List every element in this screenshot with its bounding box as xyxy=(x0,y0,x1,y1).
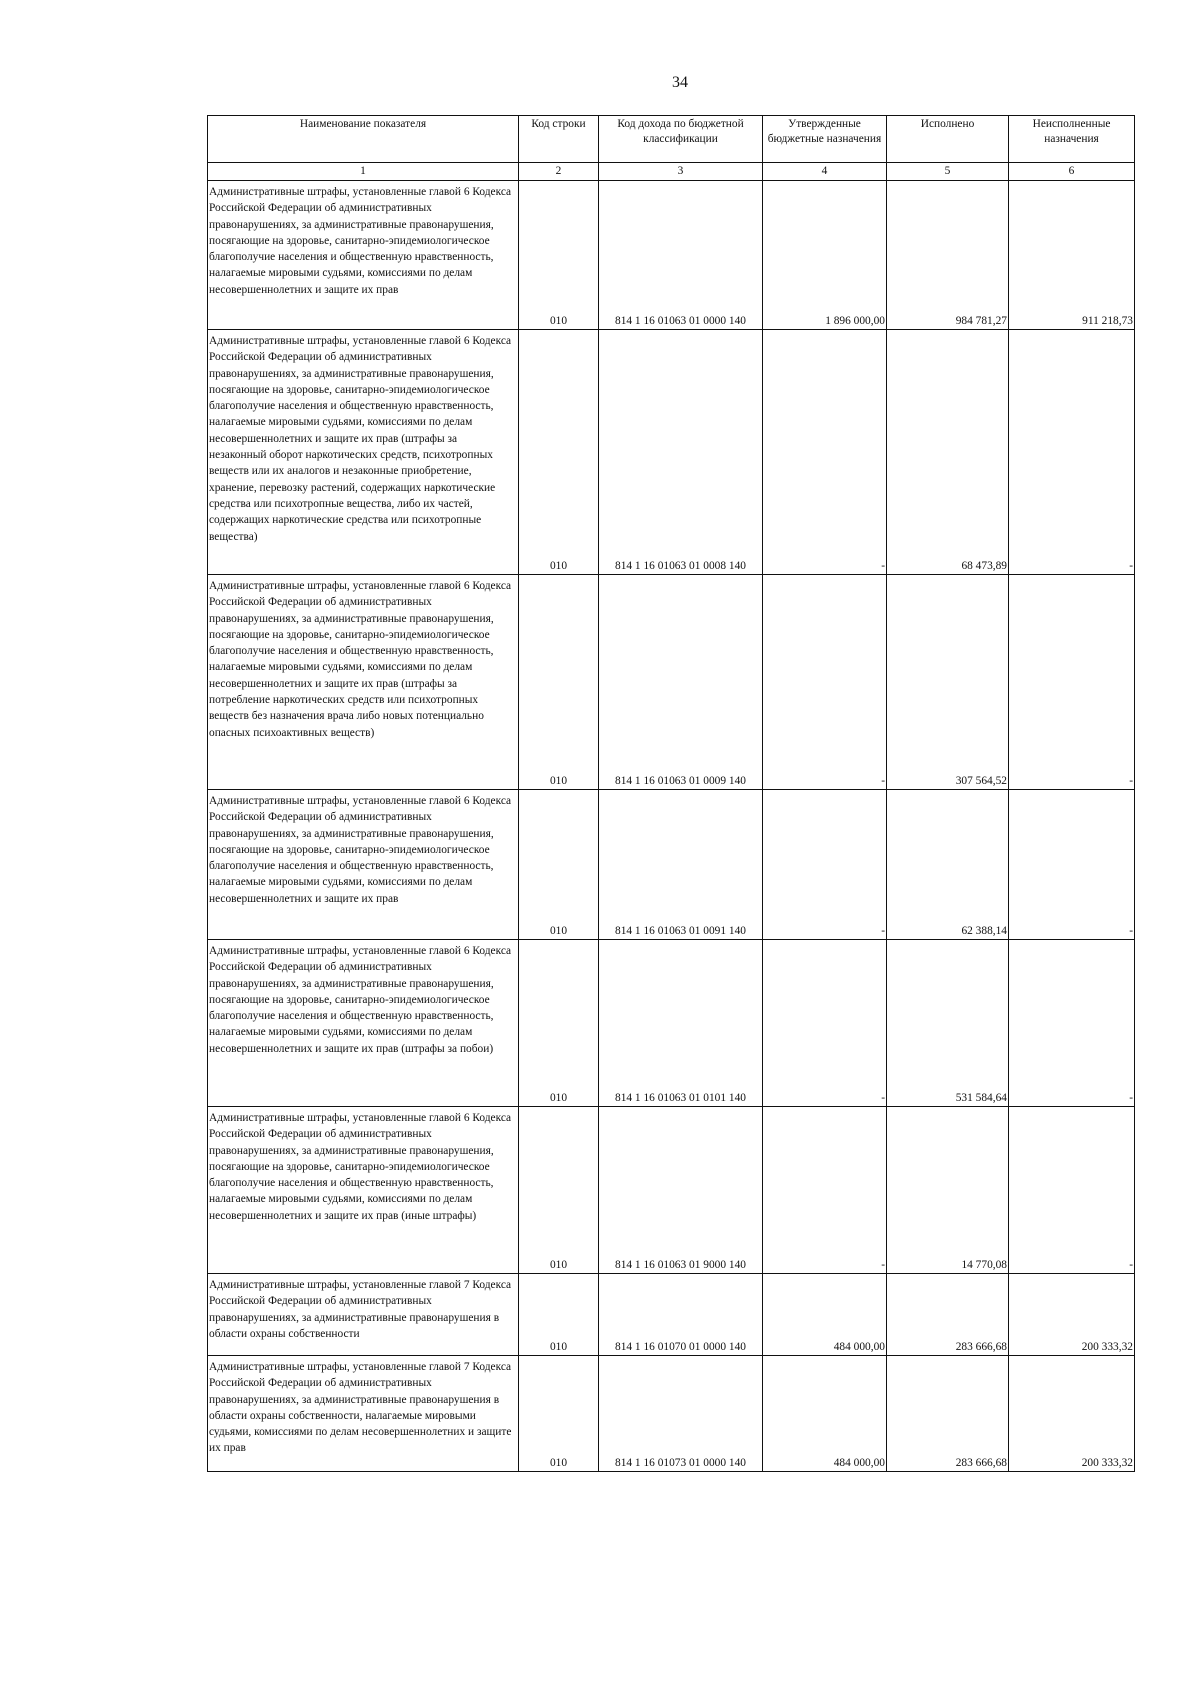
budget-classification-code: 814 1 16 01063 01 0008 140 xyxy=(599,330,763,575)
unexecuted-amount: - xyxy=(1009,940,1135,1107)
indicator-name: Административные штрафы, установленные главой 6 Кодекса Российской Федерации об административных правонарушениях, за административные правонарушения, посягающие на здоровье, санитарно-эпидемиологическое благополучие населения и общественную нравственность, налагаемые мировыми судьями, комиссиями по делам несовершеннолетних и защите их прав (штрафы за потребление наркотических средств или психотропных веществ без назначения врача либо новых потенциально опасных психоактивных веществ) xyxy=(208,575,519,790)
unexecuted-amount: - xyxy=(1009,1107,1135,1274)
table-row xyxy=(208,575,1135,790)
row-code: 010 xyxy=(519,940,599,1107)
row-code: 010 xyxy=(519,575,599,790)
indicator-name: Административные штрафы, установленные главой 6 Кодекса Российской Федерации об административных правонарушениях, за административные правонарушения, посягающие на здоровье, санитарно-эпидемиологическое благополучие населения и общественную нравственность, налагаемые мировыми судьями, комиссиями по делам несовершеннолетних и защите их прав (иные штрафы) xyxy=(208,1107,519,1274)
executed-amount: 531 584,64 xyxy=(887,940,1009,1107)
table-row xyxy=(208,1274,1135,1356)
budget-classification-code: 814 1 16 01063 01 0091 140 xyxy=(599,790,763,940)
column-header: Наименование показателя xyxy=(208,116,519,163)
budget-classification-code: 814 1 16 01063 01 0009 140 xyxy=(599,575,763,790)
executed-amount: 62 388,14 xyxy=(887,790,1009,940)
approved-amount: - xyxy=(763,790,887,940)
row-code: 010 xyxy=(519,1107,599,1274)
table-row xyxy=(208,790,1135,940)
unexecuted-amount: 200 333,32 xyxy=(1009,1356,1135,1472)
column-number: 4 xyxy=(763,163,887,181)
approved-amount: - xyxy=(763,940,887,1107)
row-code: 010 xyxy=(519,790,599,940)
budget-classification-code: 814 1 16 01073 01 0000 140 xyxy=(599,1356,763,1472)
page-number: 34 xyxy=(672,74,688,91)
executed-amount: 14 770,08 xyxy=(887,1107,1009,1274)
column-number: 2 xyxy=(519,163,599,181)
indicator-name: Административные штрафы, установленные главой 7 Кодекса Российской Федерации об административных правонарушениях, за административные правонарушения в области охраны собственности, налагаемые мировыми судьями, комиссиями по делам несовершеннолетних и защите их прав xyxy=(208,1356,519,1472)
table-row xyxy=(208,181,1135,330)
indicator-name: Административные штрафы, установленные главой 6 Кодекса Российской Федерации об административных правонарушениях, за административные правонарушения, посягающие на здоровье, санитарно-эпидемиологическое благополучие населения и общественную нравственность, налагаемые мировыми судьями, комиссиями по делам несовершеннолетних и защите их прав (штрафы за незаконный оборот наркотических средств, психотропных веществ или их аналогов и незаконные приобретение, хранение, перевозку растений, содержащих наркотические средства или психотропные вещества, либо их частей, содержащих наркотические средства или психотропные вещества) xyxy=(208,330,519,575)
row-code: 010 xyxy=(519,1356,599,1472)
column-number: 3 xyxy=(599,163,763,181)
row-code: 010 xyxy=(519,1274,599,1356)
column-header: Код строки xyxy=(519,116,599,163)
column-header: Код дохода по бюджетной классификации xyxy=(599,116,763,163)
indicator-name: Административные штрафы, установленные главой 6 Кодекса Российской Федерации об административных правонарушениях, за административные правонарушения, посягающие на здоровье, санитарно-эпидемиологическое благополучие населения и общественную нравственность, налагаемые мировыми судьями, комиссиями по делам несовершеннолетних и защите их прав xyxy=(208,181,519,330)
row-code: 010 xyxy=(519,330,599,575)
approved-amount: 1 896 000,00 xyxy=(763,181,887,330)
column-header: Утвержденные бюджетные назначения xyxy=(763,116,887,163)
executed-amount: 984 781,27 xyxy=(887,181,1009,330)
column-number-row xyxy=(208,163,1135,181)
column-header: Неисполненные назначения xyxy=(1009,116,1135,163)
approved-amount: - xyxy=(763,330,887,575)
approved-amount: - xyxy=(763,1107,887,1274)
table-row xyxy=(208,330,1135,575)
approved-amount: 484 000,00 xyxy=(763,1356,887,1472)
unexecuted-amount: - xyxy=(1009,330,1135,575)
column-number: 6 xyxy=(1009,163,1135,181)
approved-amount: - xyxy=(763,575,887,790)
column-number: 5 xyxy=(887,163,1009,181)
unexecuted-amount: - xyxy=(1009,575,1135,790)
table-row xyxy=(208,940,1135,1107)
table-row xyxy=(208,1107,1135,1274)
indicator-name: Административные штрафы, установленные главой 6 Кодекса Российской Федерации об административных правонарушениях, за административные правонарушения, посягающие на здоровье, санитарно-эпидемиологическое благополучие населения и общественную нравственность, налагаемые мировыми судьями, комиссиями по делам несовершеннолетних и защите их прав (штрафы за побои) xyxy=(208,940,519,1107)
budget-execution-table xyxy=(207,115,1135,1472)
executed-amount: 283 666,68 xyxy=(887,1274,1009,1356)
budget-classification-code: 814 1 16 01063 01 0000 140 xyxy=(599,181,763,330)
column-header: Исполнено xyxy=(887,116,1009,163)
indicator-name: Административные штрафы, установленные главой 6 Кодекса Российской Федерации об административных правонарушениях, за административные правонарушения, посягающие на здоровье, санитарно-эпидемиологическое благополучие населения и общественную нравственность, налагаемые мировыми судьями, комиссиями по делам несовершеннолетних и защите их прав xyxy=(208,790,519,940)
header-row xyxy=(208,116,1135,163)
executed-amount: 283 666,68 xyxy=(887,1356,1009,1472)
executed-amount: 68 473,89 xyxy=(887,330,1009,575)
table-row xyxy=(208,1356,1135,1472)
approved-amount: 484 000,00 xyxy=(763,1274,887,1356)
budget-classification-code: 814 1 16 01063 01 0101 140 xyxy=(599,940,763,1107)
budget-classification-code: 814 1 16 01070 01 0000 140 xyxy=(599,1274,763,1356)
indicator-name: Административные штрафы, установленные главой 7 Кодекса Российской Федерации об административных правонарушениях, за административные правонарушения в области охраны собственности xyxy=(208,1274,519,1356)
column-number: 1 xyxy=(208,163,519,181)
unexecuted-amount: 200 333,32 xyxy=(1009,1274,1135,1356)
budget-classification-code: 814 1 16 01063 01 9000 140 xyxy=(599,1107,763,1274)
unexecuted-amount: 911 218,73 xyxy=(1009,181,1135,330)
executed-amount: 307 564,52 xyxy=(887,575,1009,790)
row-code: 010 xyxy=(519,181,599,330)
unexecuted-amount: - xyxy=(1009,790,1135,940)
